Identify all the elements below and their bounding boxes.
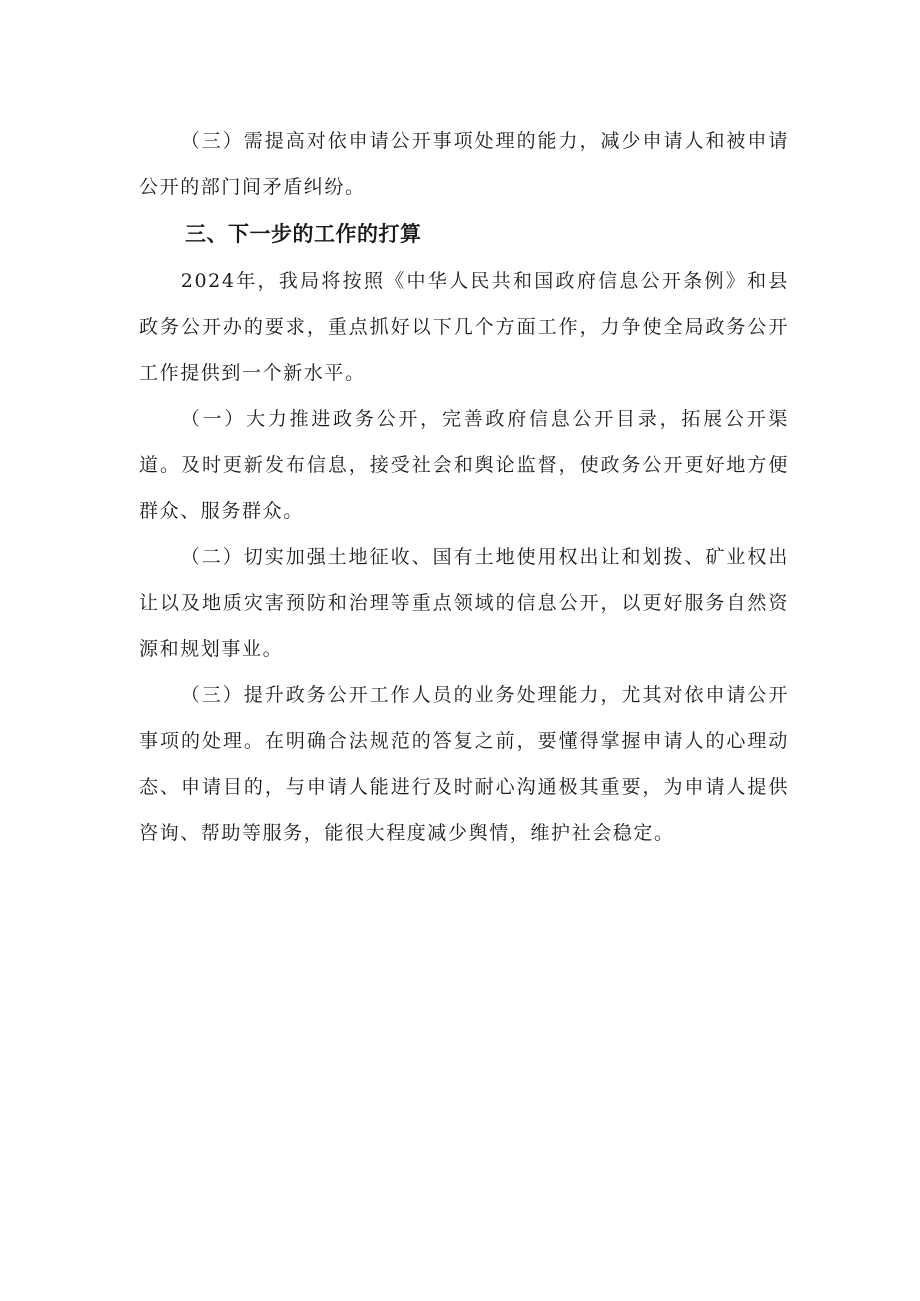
section-heading-next-steps: 三、下一步的工作的打算 <box>185 222 422 246</box>
paragraph-plan-2: （二）切实加强土地征收、国有土地使用权出让和划拨、矿业权出让以及地质灾害预防和治理等重点领域的信息公开，以更好服务自然资源和规划事业。 <box>139 546 789 660</box>
paragraph-plan-intro: 2024年，我局将按照《中华人民共和国政府信息公开条例》和县政务公开办的要求，重点抓好以下几个方面工作，力争使全局政务公开工作提供到一个新水平。 <box>139 270 789 384</box>
document-body <box>139 118 789 856</box>
paragraph-plan-1: （一）大力推进政务公开，完善政府信息公开目录，拓展公开渠道。及时更新发布信息，接受社会和舆论监督，使政务公开更好地方便群众、服务群众。 <box>139 408 789 522</box>
paragraph-plan-3: （三）提升政务公开工作人员的业务处理能力，尤其对依申请公开事项的处理。在明确合法规范的答复之前，要懂得掌握申请人的心理动态、申请目的，与申请人能进行及时耐心沟通极其重要，为申请人提供咨询、帮助等服务，能很大程度减少舆情，维护社会稳定。 <box>139 684 789 844</box>
paragraph-issue-3: （三）需提高对依申请公开事项处理的能力，减少申请人和被申请公开的部门间矛盾纠纷。 <box>139 130 789 198</box>
